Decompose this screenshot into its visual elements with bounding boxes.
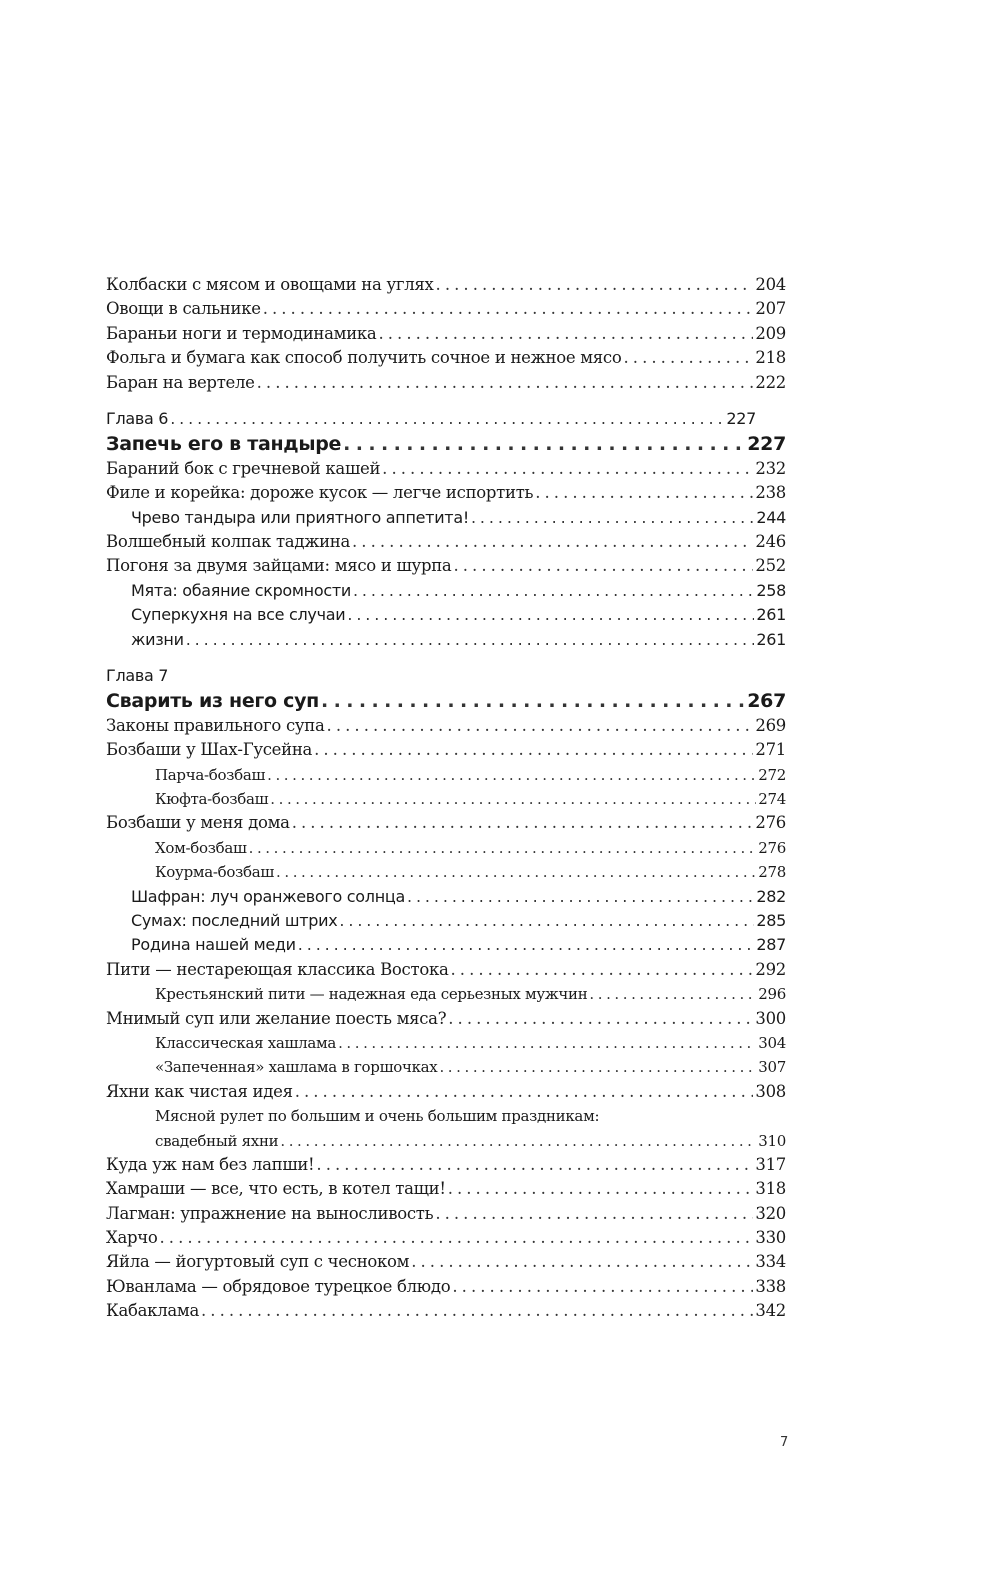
entry-title: Бозбаши у Шах-Гусейна [106, 740, 313, 760]
entry-title: Колбаски с мясом и овощами на углях [106, 275, 434, 294]
dot-leader [452, 1275, 753, 1299]
dot-leader [257, 371, 754, 395]
entry-title: Мясной рулет по большим и очень большим праздникам: [155, 1107, 600, 1126]
entry-title: Лагман: упражнение на выносливость [106, 1203, 434, 1223]
dot-leader [276, 860, 756, 884]
toc-entry [106, 763, 786, 787]
entry-title: Глава 7 [106, 666, 169, 686]
dot-leader [411, 1250, 753, 1274]
entry-title: Кабаклама [106, 1301, 199, 1321]
toc-entry [106, 982, 786, 1006]
toc-entry [106, 933, 786, 957]
toc-entry [106, 530, 786, 554]
entry-page: 274 [758, 790, 786, 809]
dot-leader [436, 273, 754, 297]
dot-leader [186, 628, 755, 652]
entry-page: 292 [755, 959, 786, 979]
dot-leader [339, 909, 754, 933]
dot-leader [535, 481, 753, 505]
entry-title: Законы правильного супа [106, 715, 325, 735]
entry-page: 300 [755, 1008, 786, 1028]
entry-page: 276 [758, 838, 786, 857]
entry-page: 296 [758, 985, 786, 1004]
entry-title: Глава 6 [106, 409, 169, 429]
toc-entry [106, 1055, 786, 1079]
toc-entry [106, 457, 786, 481]
dot-leader [382, 457, 753, 481]
toc-entry [106, 958, 786, 982]
entry-page: 261 [756, 629, 786, 649]
toc-entry [106, 885, 786, 909]
toc-entry [106, 273, 786, 297]
toc-entry [106, 909, 786, 933]
entry-title: Сварить из него суп [106, 689, 319, 712]
dot-leader [292, 811, 754, 835]
entry-page: 282 [756, 886, 786, 906]
entry-title: Харчо [106, 1228, 158, 1248]
chapter-label-entry [106, 664, 786, 688]
dot-leader [267, 763, 756, 787]
entry-page: 307 [758, 1058, 786, 1077]
dot-leader [448, 1177, 754, 1201]
entry-page: 330 [755, 1228, 786, 1248]
table-of-contents [106, 273, 786, 1324]
toc-entry [106, 738, 786, 762]
entry-title: Куда уж нам без лапши! [106, 1154, 315, 1174]
dot-leader [343, 432, 745, 456]
toc-entry [106, 579, 786, 603]
entry-title: Суперкухня на все случаи [131, 605, 346, 625]
dot-leader [160, 1226, 754, 1250]
toc-entry [106, 1104, 786, 1128]
toc-entry [106, 346, 786, 370]
dot-leader [249, 836, 757, 860]
entry-title: Кюфта-бозбаш [155, 790, 269, 809]
entry-title: Коурма-бозбаш [155, 863, 275, 882]
entry-page: 276 [755, 813, 786, 833]
toc-entry [106, 1129, 786, 1153]
toc-entry [106, 1299, 786, 1323]
dot-leader [314, 738, 753, 762]
dot-leader [353, 579, 754, 603]
entry-title: свадебный яхни [155, 1131, 279, 1150]
entry-title: Сумах: последний штрих [131, 910, 338, 930]
entry-title: «Запеченная» хашлама в горшочках [155, 1058, 438, 1077]
toc-entry [106, 714, 786, 738]
entry-title: Фольга и бумага как способ получить сочное и нежное мясо [106, 348, 622, 368]
dot-leader [451, 958, 754, 982]
toc-entry [106, 1202, 786, 1226]
entry-title: Юванлама — обрядовое турецкое блюдо [106, 1276, 451, 1296]
entry-title: Родина нашей меди [131, 935, 296, 955]
entry-page: 244 [756, 507, 786, 527]
entry-page: 278 [758, 863, 786, 882]
entry-page: 308 [755, 1081, 786, 1101]
entry-page: 209 [755, 323, 786, 343]
entry-page: 338 [755, 1276, 786, 1296]
dot-leader [263, 297, 754, 321]
entry-title: Шафран: луч оранжевого солнца [131, 886, 405, 906]
entry-page: 317 [755, 1154, 786, 1174]
entry-page: 218 [755, 348, 786, 368]
entry-page: 238 [755, 483, 786, 503]
entry-title: жизни [131, 629, 184, 649]
toc-entry [106, 628, 786, 652]
page-number: 7 [780, 1435, 789, 1450]
chapter-label-entry [106, 407, 786, 431]
toc-entry [106, 836, 786, 860]
dot-leader [327, 714, 754, 738]
dot-leader [270, 787, 756, 811]
entry-page: 272 [758, 765, 786, 784]
entry-title: Запечь его в тандыре [106, 432, 342, 455]
entry-title: Бозбаши у меня дома [106, 813, 290, 833]
entry-title: Хом-бозбаш [155, 838, 247, 857]
entry-title: Хамраши — все, что есть, в котел тащи! [106, 1179, 446, 1199]
toc-entry [106, 1080, 786, 1104]
entry-page: 310 [758, 1131, 786, 1150]
entry-page: 320 [755, 1203, 786, 1223]
entry-title: Яхни как чистая идея [106, 1081, 293, 1101]
entry-page: 304 [758, 1033, 786, 1052]
dot-leader [280, 1129, 756, 1153]
entry-page: 204 [755, 275, 786, 294]
dot-leader [471, 506, 754, 530]
toc-entry [106, 1250, 786, 1274]
entry-title: Мнимый суп или желание поесть мяса? [106, 1008, 447, 1028]
entry-title: Чрево тандыра или приятного аппетита! [131, 507, 469, 527]
toc-entry [106, 481, 786, 505]
dot-leader [435, 1202, 753, 1226]
entry-title: Баран на вертеле [106, 372, 255, 392]
toc-entry [106, 1153, 786, 1177]
dot-leader [378, 322, 753, 346]
toc-entry [106, 554, 786, 578]
entry-title: Бараний бок с гречневой кашей [106, 458, 381, 478]
dot-leader [298, 933, 755, 957]
chapter-title-entry [106, 432, 786, 457]
dot-leader [321, 689, 745, 713]
entry-title: Волшебный колпак таджина [106, 532, 351, 552]
dot-leader [448, 1007, 753, 1031]
toc-entry [106, 1177, 786, 1201]
dot-leader [439, 1055, 756, 1079]
entry-page: 334 [755, 1252, 786, 1272]
dot-leader [589, 982, 756, 1006]
toc-entry [106, 603, 786, 627]
toc-entry [106, 506, 786, 530]
entry-page: 232 [755, 458, 786, 478]
dot-leader [624, 346, 754, 370]
entry-page: 285 [756, 910, 786, 930]
dot-leader [407, 885, 754, 909]
dot-leader [170, 407, 724, 431]
dot-leader [352, 530, 753, 554]
toc-entry [106, 1031, 786, 1055]
chapter-title-entry [106, 689, 786, 714]
toc-entry [106, 1007, 786, 1031]
entry-page: 258 [756, 580, 786, 600]
entry-title: Классическая хашлама [155, 1033, 337, 1052]
entry-title: Погоня за двумя зайцами: мясо и шурпа [106, 556, 452, 576]
entry-page: 267 [747, 689, 786, 712]
dot-leader [316, 1153, 753, 1177]
entry-page: 246 [755, 532, 786, 552]
entry-page: 227 [747, 432, 786, 455]
entry-title: Мята: обаяние скромности [131, 580, 351, 600]
entry-page: 318 [755, 1179, 786, 1199]
toc-entry [106, 297, 786, 321]
entry-page: 222 [755, 372, 786, 392]
toc-entry [106, 860, 786, 884]
entry-page: 252 [755, 556, 786, 576]
entry-title: Филе и корейка: дороже кусок — легче испортить [106, 483, 534, 503]
entry-page: 271 [755, 740, 786, 760]
entry-page: 269 [755, 715, 786, 735]
dot-leader [201, 1299, 753, 1323]
toc-entry [106, 811, 786, 835]
entry-title: Яйла — йогуртовый суп с чесноком [106, 1252, 410, 1272]
dot-leader [295, 1080, 754, 1104]
dot-leader [347, 603, 754, 627]
entry-title: Овощи в сальнике [106, 299, 261, 319]
entry-title: Бараньи ноги и термодинамика [106, 323, 377, 343]
entry-page: 207 [755, 299, 786, 319]
entry-page: 227 [726, 409, 756, 429]
toc-entry [106, 1226, 786, 1250]
toc-entry [106, 371, 786, 395]
entry-title: Пити — нестареющая классика Востока [106, 959, 449, 979]
dot-leader [453, 554, 753, 578]
toc-entry [106, 787, 786, 811]
entry-page: 261 [756, 605, 786, 625]
entry-page: 342 [755, 1301, 786, 1321]
dot-leader [338, 1031, 756, 1055]
entry-page: 287 [756, 935, 786, 955]
toc-entry [106, 322, 786, 346]
toc-entry [106, 1275, 786, 1299]
entry-title: Парча-бозбаш [155, 765, 266, 784]
entry-title: Крестьянский пити — надежная еда серьезных мужчин [155, 985, 588, 1004]
